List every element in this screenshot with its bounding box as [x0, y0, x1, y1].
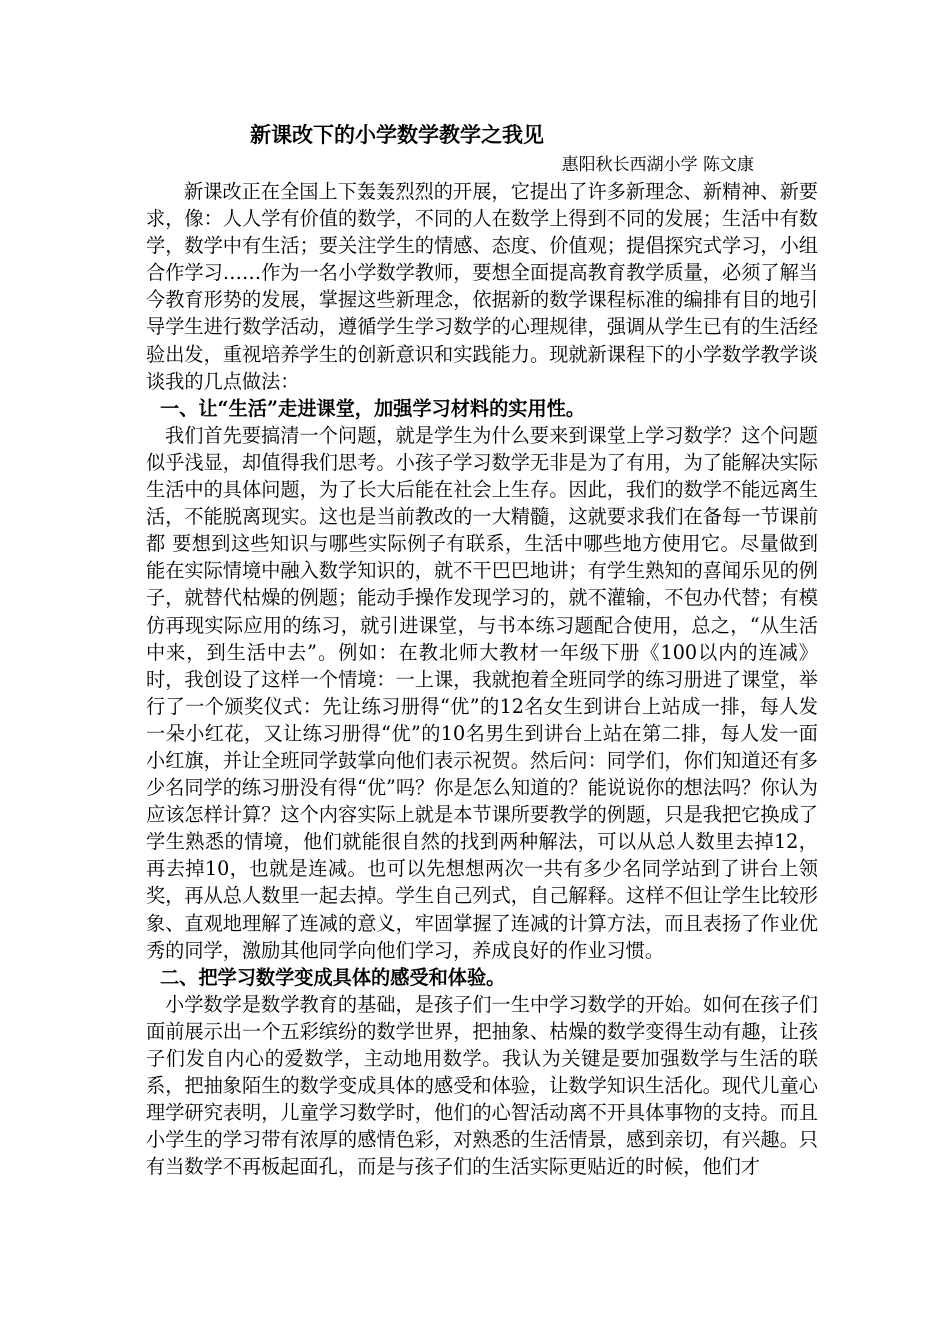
- intro-paragraph: 新课改正在全国上下轰轰烈烈的开展，它提出了许多新理念、新精神、新要求，像：人人学有价值的数学，不同的人在数学上得到不同的发展；生活中有数学，数学中有生活；要关注学生的情感、态度、价值观；提倡探究式学习，小组合作学习……作为一名小学数学教师，要想全面提高教育教学质量，必须了解当今教育形势的发展，掌握这些新理念，依据新的数学课程标准的编排有目的地引导学生进行数学活动，遵循学生学习数学的心理规律，强调从学生已有的生活经验出发，重视培养学生的创新意识和实践能力。现就新课程下的小学数学教学谈谈我的几点做法：: [146, 180, 818, 393]
- section-heading-1: 一、让“生活”走进课堂，加强学习材料的实用性。: [160, 396, 586, 420]
- section-heading-2: 二、把学习数学变成具体的感受和体验。: [160, 965, 506, 989]
- document-page: [146, 118, 818, 1180]
- author-line: 惠阳秋长西湖小学 陈文康: [561, 155, 754, 175]
- section-body-2: 小学数学是数学教育的基础，是孩子们一生中学习数学的开始。如何在孩子们面前展示出一个五彩缤纷的数学世界，把抽象、枯燥的数学变得生动有趣，让孩子们发自内心的爱数学，主动地用数学。我认为关键是要加强数学与生活的联系，把抽象陌生的数学变成具体的感受和体验，让数学知识生活化。现代儿童心理学研究表明，儿童学习数学时，他们的心智活动离不开具体事物的支持。而且小学生的学习带有浓厚的感情色彩，对熟悉的生活情景，感到亲切，有兴趣。只有当数学不再板起面孔，而是与孩子们的生活实际更贴近的时候，他们才: [146, 992, 818, 1179]
- document-title: 新课改下的小学数学教学之我见: [250, 122, 544, 147]
- section-body-1: 我们首先要搞清一个问题，就是学生为什么要来到课堂上学习数学？这个问题似乎浅显，却值得我们思考。小孩子学习数学无非是为了有用，为了能解决实际生活中的具体问题，为了长大后能在社会上生存。因此，我们的数学不能远离生活，不能脱离现实。这也是当前教改的一大精髓，这就要求我们在备每一节课前都 要想到这些知识与哪些实际例子有联系，生活中哪些地方使用它。尽量做到能在实际情境中融入数学知识的，就不干巴巴地讲；有学生熟知的喜闻乐见的例子，就替代枯燥的例题；能动手操作发现学习的，就不灌输，不包办代替；有模仿再现实际应用的练习，就引进课堂，与书本练习题配合使用，总之，“从生活中来，到生活中去”。例如：在教北师大教材一年级下册《100以内的连减》时，我创设了这样一个情境：一上课，我就抱着全班同学的练习册进了课堂，举行了一个颁奖仪式：先让练习册得“优”的12名女生到讲台上站成一排，每人发一朵小红花，又让练习册得“优”的10名男生到讲台上站在第二排，每人发一面小红旗，并让全班同学鼓掌向他们表示祝贺。然后问：同学们，你们知道还有多少名同学的练习册没有得“优”吗？你是怎么知道的？能说说你的想法吗？你认为应该怎样计算？这个内容实际上就是本节课所要教学的例题，只是我把它换成了学生熟悉的情境，他们就能很自然的找到两种解法，可以从总人数里去掉12，再去掉10，也就是连减。也可以先想想两次一共有多少名同学站到了讲台上领奖，再从总人数里一起去掉。学生自己列式，自己解释。这样不但让学生比较形象、直观地理解了连减的意义，牢固掌握了连减的计算方法，而且表扬了作业优秀的同学，激励其他同学向他们学习，养成良好的作业习惯。: [146, 423, 818, 962]
